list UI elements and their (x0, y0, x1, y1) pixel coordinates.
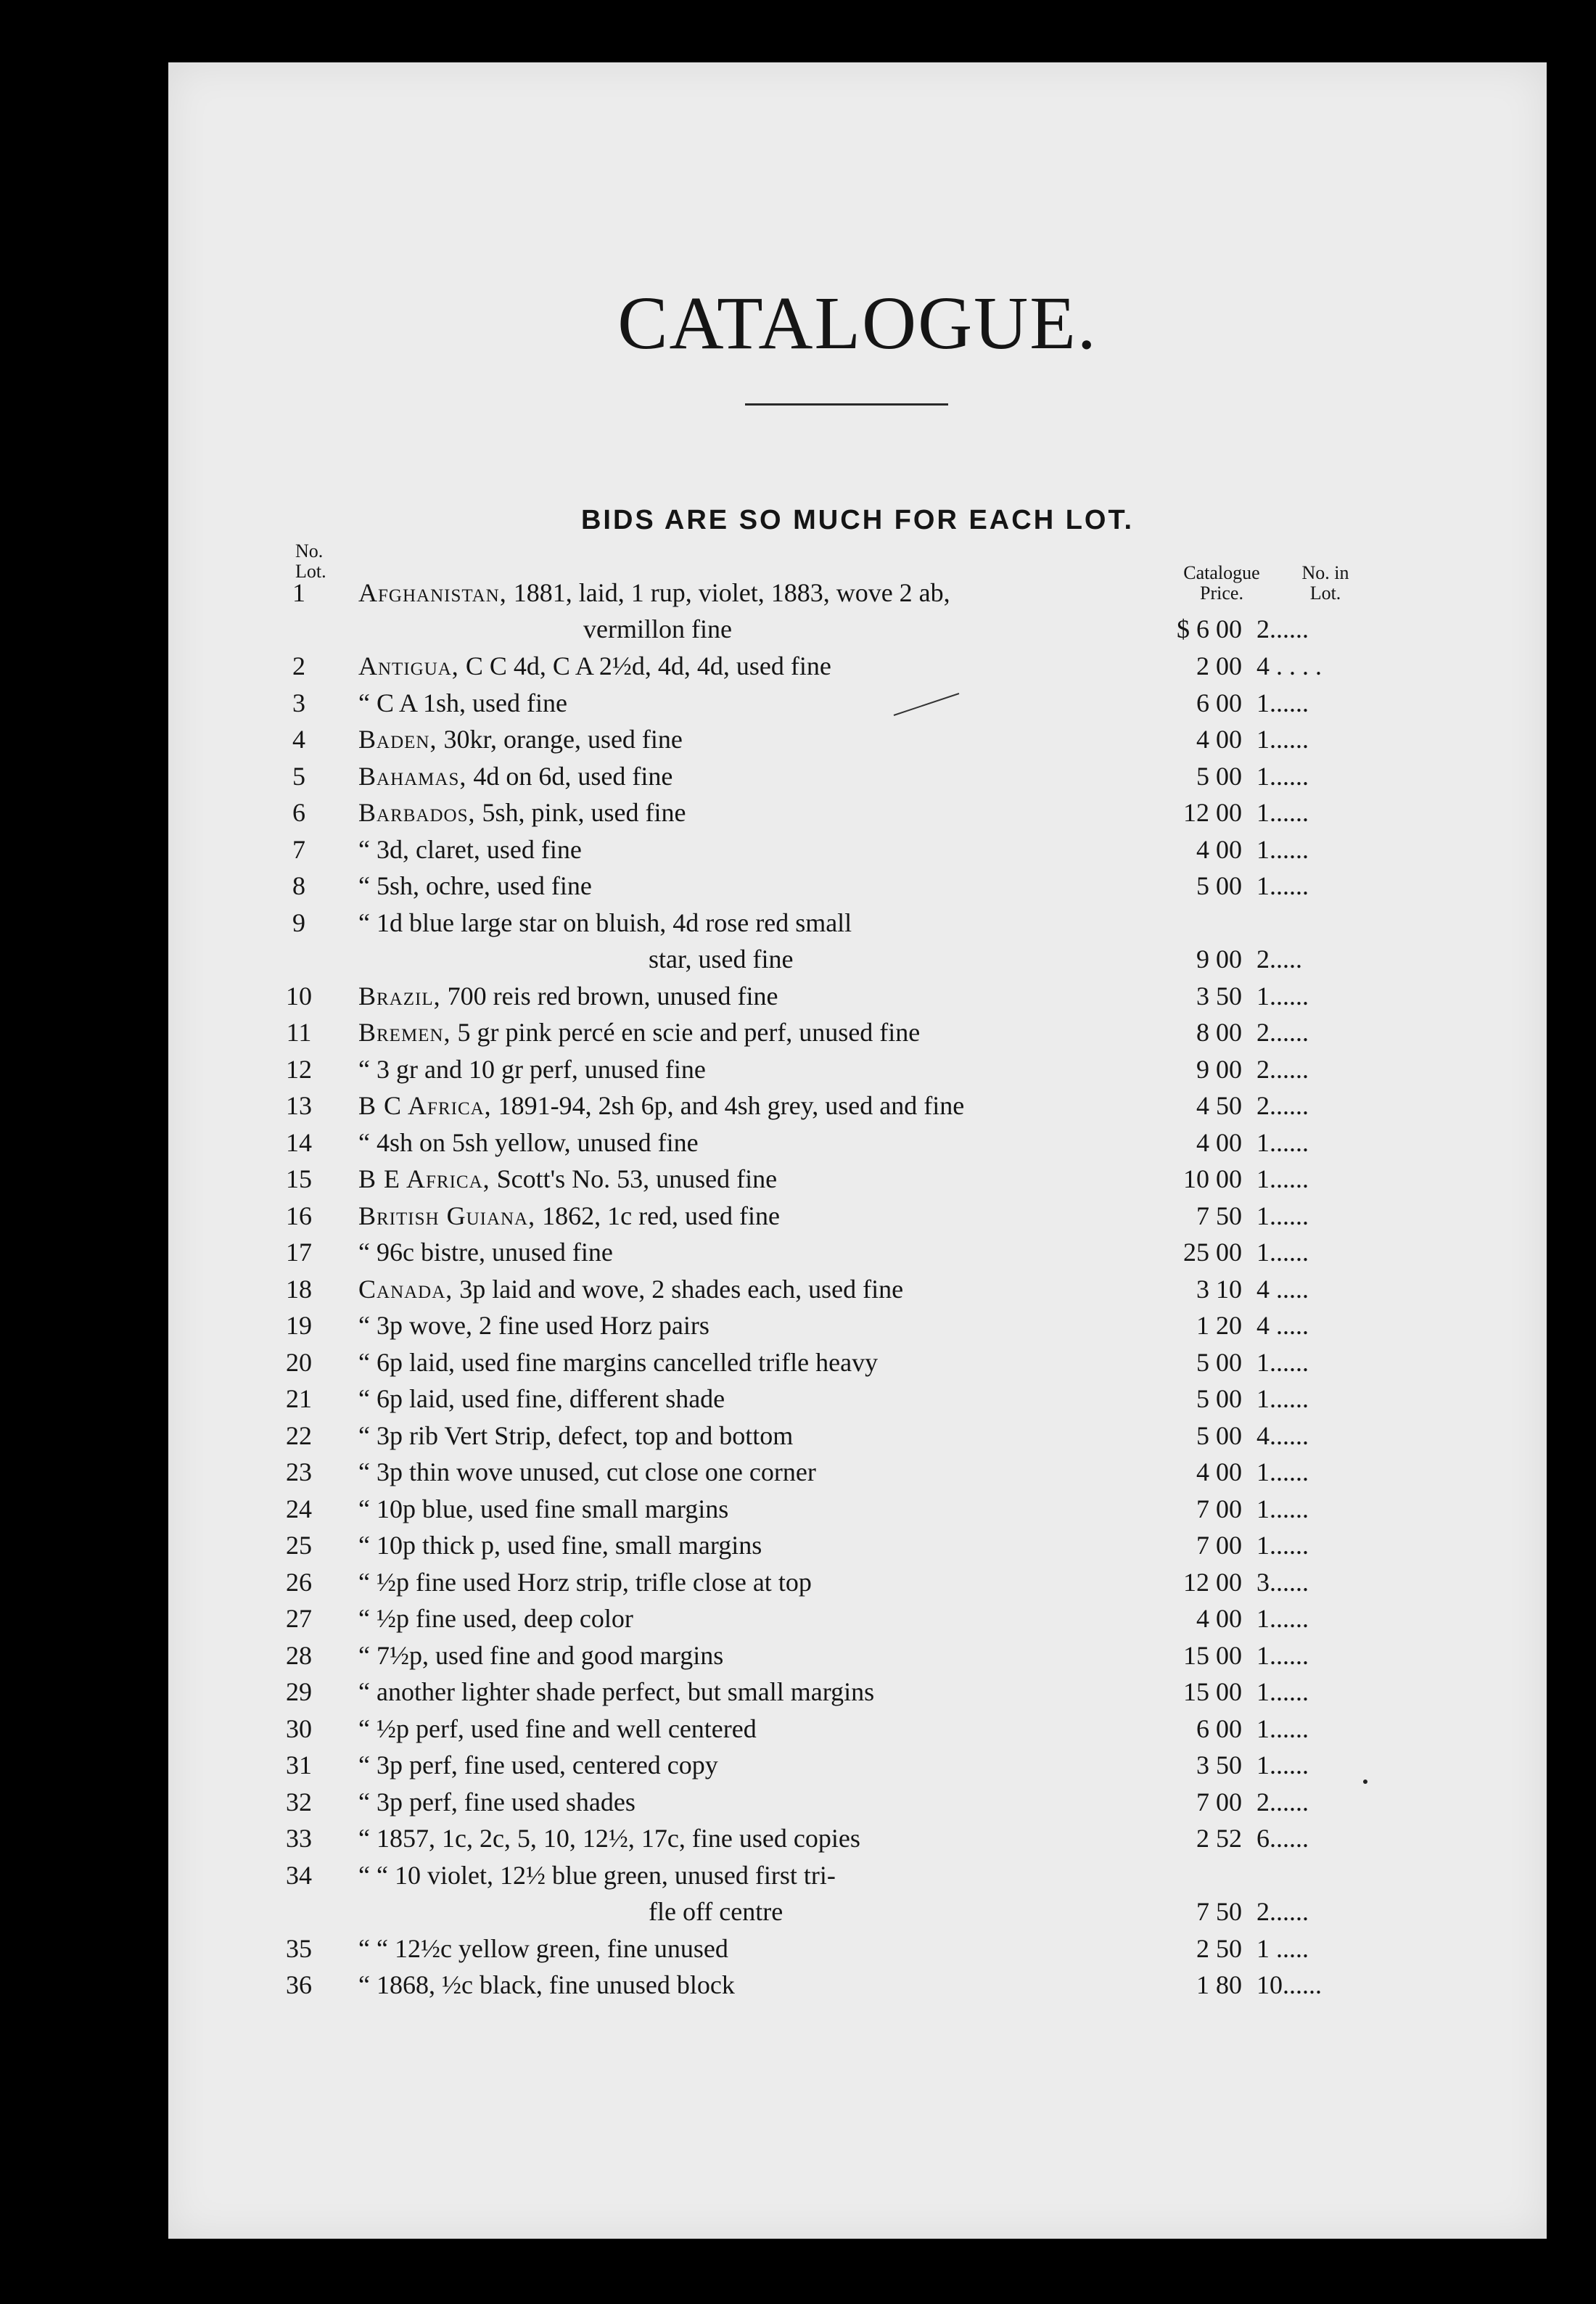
lot-number: 8 (292, 871, 305, 900)
count-in-lot: 2...... (1256, 1787, 1309, 1817)
lot-number: 31 (286, 1750, 312, 1780)
lot-row (168, 794, 1547, 831)
count-in-lot: 1...... (1256, 871, 1309, 900)
count-in-lot: 1...... (1256, 834, 1309, 864)
lot-row (168, 1051, 1547, 1088)
lot-row (168, 1454, 1547, 1491)
lot-details: “ 10p thick p, used fine, small margins (358, 1531, 762, 1560)
country-name: Canada, (358, 1274, 453, 1304)
lot-description (358, 1344, 1171, 1381)
count-in-lot: 1...... (1256, 1750, 1309, 1780)
lot-row (168, 1784, 1547, 1821)
catalogue-price: 4 00 (1196, 1457, 1242, 1486)
lot-number: 2 (292, 651, 305, 680)
lot-details: 4d on 6d, used fine (466, 761, 673, 791)
lot-details: 700 reis red brown, unused fine (440, 981, 778, 1011)
lot-row (168, 1600, 1547, 1637)
lot-row (168, 1967, 1547, 2004)
count-in-lot: 1...... (1256, 761, 1309, 791)
lot-number: 20 (286, 1347, 312, 1377)
lot-number: 32 (286, 1787, 312, 1817)
lot-row (168, 685, 1547, 722)
lot-number: 16 (286, 1201, 312, 1230)
lot-details-continued: vermillon fine (583, 614, 732, 643)
lot-number: 11 (286, 1018, 312, 1047)
lot-description (358, 1124, 1171, 1161)
lot-details: Scott's No. 53, unused fine (490, 1164, 778, 1193)
lot-description (358, 1857, 1171, 1930)
lot-details: “ ½p fine used, deep color (358, 1604, 633, 1633)
country-name: Baden, (358, 725, 437, 754)
count-in-lot: 3...... (1256, 1567, 1309, 1597)
lot-row (168, 978, 1547, 1015)
catalogue-price: 2 50 (1196, 1933, 1242, 1963)
lot-number: 35 (286, 1933, 312, 1963)
lot-number: 15 (286, 1164, 312, 1193)
catalogue-price: 5 00 (1196, 1384, 1242, 1413)
lot-number: 4 (292, 725, 305, 754)
lot-number: 21 (286, 1384, 312, 1413)
lot-row (168, 1198, 1547, 1235)
count-in-lot: 4 . . . . (1256, 651, 1322, 680)
lot-details: “ 3p thin wove unused, cut close one corner (358, 1457, 816, 1486)
lot-description (358, 1271, 1171, 1307)
lot-description (358, 1161, 1171, 1197)
lot-number: 14 (286, 1127, 312, 1157)
lot-description (358, 1747, 1171, 1783)
catalogue-price: 4 50 (1196, 1091, 1242, 1120)
lot-row (168, 1381, 1547, 1418)
lot-number: 27 (286, 1604, 312, 1633)
lot-description (358, 1527, 1171, 1563)
bid-instructions: BIDS ARE SO MUCH FOR EACH LOT. (580, 505, 1135, 535)
catalogue-price: $ 6 00 (1177, 614, 1242, 643)
lot-description (358, 1967, 1171, 2003)
count-in-lot: 1...... (1256, 1604, 1309, 1633)
lot-details: 5sh, pink, used fine (475, 798, 686, 827)
lot-number: 3 (292, 688, 305, 717)
lot-details: “ 1868, ½c black, fine unused block (358, 1970, 735, 1999)
page-title: CATALOGUE. (617, 281, 1098, 365)
lot-details: “ “ 10 violet, 12½ blue green, unused first tri- (358, 1860, 836, 1890)
country-name: Brazil, (358, 981, 441, 1011)
lot-row (168, 1014, 1547, 1051)
lot-number: 5 (292, 761, 305, 791)
catalogue-price: 5 00 (1196, 1420, 1242, 1450)
lot-row (168, 1527, 1547, 1564)
count-in-lot: 2..... (1256, 944, 1302, 974)
catalogue-price: 7 50 (1196, 1896, 1242, 1926)
country-name: B E Africa, (358, 1164, 490, 1193)
country-name: Barbados, (358, 798, 476, 827)
lot-details: “ 10p blue, used fine small margins (358, 1494, 729, 1523)
catalogue-price: 2 00 (1196, 651, 1242, 680)
lot-row (168, 831, 1547, 868)
lot-description (358, 1711, 1171, 1747)
lot-details: “ ½p fine used Horz strip, trifle close at top (358, 1567, 812, 1597)
catalogue-price: 9 00 (1196, 944, 1242, 974)
catalogue-price: 15 00 (1183, 1640, 1242, 1670)
catalogue-price-header-line2: Price. (1200, 583, 1243, 604)
lot-details: “ ½p perf, used fine and well centered (358, 1713, 757, 1743)
catalogue-price: 7 00 (1196, 1787, 1242, 1817)
lot-row (168, 905, 1547, 978)
catalogue-price: 7 00 (1196, 1494, 1242, 1523)
catalogue-price: 5 00 (1196, 761, 1242, 791)
lot-details: 1862, 1c red, used fine (535, 1201, 781, 1230)
country-name: British Guiana, (358, 1201, 536, 1230)
lot-number: 6 (292, 798, 305, 827)
lot-details: 1881, laid, 1 rup, violet, 1883, wove 2 ab, (506, 578, 950, 607)
catalogue-price: 10 00 (1183, 1164, 1242, 1193)
country-name: B C Africa, (358, 1091, 492, 1120)
lot-description (358, 721, 1171, 757)
count-in-lot: 2...... (1256, 1896, 1309, 1926)
count-in-lot: 1...... (1256, 1127, 1309, 1157)
lot-number: 23 (286, 1457, 312, 1486)
catalogue-page (168, 62, 1547, 2239)
lot-description (358, 1087, 1171, 1124)
catalogue-price: 1 80 (1196, 1970, 1242, 1999)
catalogue-price: 4 00 (1196, 1127, 1242, 1157)
lot-number-header-line1: No. (295, 540, 324, 561)
lot-description (358, 1600, 1171, 1637)
count-in-lot-header-line2: Lot. (1309, 583, 1341, 604)
count-in-lot: 1...... (1256, 1531, 1309, 1560)
lot-description (358, 831, 1171, 868)
catalogue-price: 9 00 (1196, 1054, 1242, 1084)
count-in-lot: 1...... (1256, 688, 1309, 717)
catalogue-price: 4 00 (1196, 834, 1242, 864)
lot-description (358, 1014, 1171, 1050)
lot-row (168, 1418, 1547, 1455)
lot-details: C C 4d, C A 2½d, 4d, 4d, used fine (458, 651, 831, 680)
lot-number: 18 (286, 1274, 312, 1304)
lot-row (168, 1930, 1547, 1967)
lot-details: “ 3p rib Vert Strip, defect, top and bottom (358, 1420, 794, 1450)
lot-description (358, 575, 1171, 647)
lot-description (358, 1198, 1171, 1234)
lot-details: “ 3d, claret, used fine (358, 834, 582, 864)
lot-row (168, 1674, 1547, 1711)
lot-number-header-line2: Lot. (295, 561, 326, 582)
lot-description (358, 1051, 1171, 1087)
lot-number: 24 (286, 1494, 312, 1523)
lot-details: “ 1857, 1c, 2c, 5, 10, 12½, 17c, fine used copies (358, 1824, 860, 1853)
catalogue-price: 1 20 (1196, 1311, 1242, 1340)
catalogue-price: 3 50 (1196, 981, 1242, 1011)
count-in-lot: 1...... (1256, 1238, 1309, 1267)
lot-description (358, 1491, 1171, 1527)
lot-details: “ 3p perf, fine used, centered copy (358, 1750, 718, 1780)
lot-details: “ C A 1sh, used fine (358, 688, 567, 717)
catalogue-price: 5 00 (1196, 871, 1242, 900)
lot-row (168, 1637, 1547, 1674)
lot-details-continued: fle off centre (649, 1896, 783, 1926)
lot-number: 1 (292, 578, 305, 607)
lot-number: 13 (286, 1091, 312, 1120)
lot-details: “ 6p laid, used fine margins cancelled trifle heavy (358, 1347, 879, 1377)
lot-number: 28 (286, 1640, 312, 1670)
lot-description (358, 1307, 1171, 1344)
country-name: Afghanistan, (358, 578, 507, 607)
catalogue-price: 2 52 (1196, 1824, 1242, 1853)
catalogue-price: 5 00 (1196, 1347, 1242, 1377)
lot-description (358, 794, 1171, 831)
lot-details: “ “ 12½c yellow green, fine unused (358, 1933, 728, 1963)
lot-details: 30kr, orange, used fine (437, 725, 683, 754)
lot-number: 34 (286, 1860, 312, 1890)
lot-description (358, 1637, 1171, 1674)
lot-row (168, 575, 1547, 648)
lot-description (358, 1418, 1171, 1454)
lot-details: “ 1d blue large star on bluish, 4d rose red small (358, 908, 852, 937)
lot-description (358, 1674, 1171, 1710)
count-in-lot: 1...... (1256, 1640, 1309, 1670)
lot-description (358, 1930, 1171, 1967)
lot-row (168, 1087, 1547, 1124)
country-name: Antigua, (358, 651, 459, 680)
lot-description (358, 1381, 1171, 1417)
lot-number: 25 (286, 1531, 312, 1560)
count-in-lot: 1...... (1256, 1677, 1309, 1706)
catalogue-price: 8 00 (1196, 1018, 1242, 1047)
lot-description (358, 685, 1171, 721)
lot-row (168, 1491, 1547, 1528)
lot-description (358, 1454, 1171, 1490)
lot-row (168, 868, 1547, 905)
lot-details: “ 4sh on 5sh yellow, unused fine (358, 1127, 699, 1157)
lot-details: “ 5sh, ochre, used fine (358, 871, 592, 900)
lot-details: “ 7½p, used fine and good margins (358, 1640, 724, 1670)
lot-description (358, 648, 1171, 684)
lot-row (168, 1747, 1547, 1784)
lot-row (168, 1307, 1547, 1344)
count-in-lot: 1...... (1256, 725, 1309, 754)
count-in-lot: 1 ..... (1256, 1933, 1309, 1963)
count-in-lot: 10...... (1256, 1970, 1322, 1999)
lot-row (168, 1820, 1547, 1857)
catalogue-price: 12 00 (1183, 1567, 1242, 1597)
lot-row (168, 1234, 1547, 1271)
lot-description (358, 758, 1171, 794)
lot-number: 29 (286, 1677, 312, 1706)
catalogue-price: 7 00 (1196, 1531, 1242, 1560)
country-name: Bahamas, (358, 761, 467, 791)
lot-description (358, 905, 1171, 977)
count-in-lot: 2...... (1256, 614, 1309, 643)
catalogue-price: 6 00 (1196, 1713, 1242, 1743)
lot-details: 3p laid and wove, 2 shades each, used fine (453, 1274, 904, 1304)
lot-details: 5 gr pink percé en scie and perf, unused fine (451, 1018, 921, 1047)
count-in-lot: 1...... (1256, 798, 1309, 827)
lot-details: “ 6p laid, used fine, different shade (358, 1384, 725, 1413)
lot-row (168, 721, 1547, 758)
lot-number: 33 (286, 1824, 312, 1853)
country-name: Bremen, (358, 1018, 451, 1047)
lot-description (358, 1784, 1171, 1820)
lot-description (358, 978, 1171, 1014)
lot-details: “ 3p wove, 2 fine used Horz pairs (358, 1311, 709, 1340)
lot-details: 1891-94, 2sh 6p, and 4sh grey, used and fine (491, 1091, 965, 1120)
catalogue-price: 15 00 (1183, 1677, 1242, 1706)
lot-number: 9 (292, 908, 305, 937)
lot-number: 30 (286, 1713, 312, 1743)
count-in-lot: 4...... (1256, 1420, 1309, 1450)
lot-row (168, 1161, 1547, 1198)
lot-description (358, 868, 1171, 904)
lot-row (168, 1564, 1547, 1601)
catalogue-price: 3 10 (1196, 1274, 1242, 1304)
lot-description (358, 1564, 1171, 1600)
lot-number: 36 (286, 1970, 312, 1999)
count-in-lot: 1...... (1256, 1201, 1309, 1230)
count-in-lot: 1...... (1256, 1457, 1309, 1486)
count-in-lot: 2...... (1256, 1054, 1309, 1084)
lot-number: 12 (286, 1054, 312, 1084)
count-in-lot: 1...... (1256, 1164, 1309, 1193)
lot-list (168, 575, 1547, 2004)
lot-row (168, 1271, 1547, 1308)
count-in-lot: 1...... (1256, 981, 1309, 1011)
catalogue-price: 12 00 (1183, 798, 1242, 827)
count-in-lot: 2...... (1256, 1091, 1309, 1120)
catalogue-price: 6 00 (1196, 688, 1242, 717)
lot-number: 19 (286, 1311, 312, 1340)
count-in-lot-header-line1: No. in (1301, 562, 1349, 583)
count-in-lot: 1...... (1256, 1713, 1309, 1743)
lot-row (168, 1344, 1547, 1381)
count-in-lot: 1...... (1256, 1384, 1309, 1413)
lot-number: 22 (286, 1420, 312, 1450)
lot-number: 17 (286, 1238, 312, 1267)
lot-description (358, 1820, 1171, 1856)
lot-details: “ 96c bistre, unused fine (358, 1238, 613, 1267)
count-in-lot: 2...... (1256, 1018, 1309, 1047)
lot-row (168, 1711, 1547, 1748)
lot-details: “ 3p perf, fine used shades (358, 1787, 635, 1817)
lot-number: 26 (286, 1567, 312, 1597)
lot-number: 7 (292, 834, 305, 864)
lot-row (168, 1124, 1547, 1161)
count-in-lot: 4 ..... (1256, 1274, 1309, 1304)
count-in-lot: 4 ..... (1256, 1311, 1309, 1340)
lot-details: “ another lighter shade perfect, but small margins (358, 1677, 875, 1706)
catalogue-price: 7 50 (1196, 1201, 1242, 1230)
count-in-lot: 6...... (1256, 1824, 1309, 1853)
count-in-lot: 1...... (1256, 1494, 1309, 1523)
catalogue-price: 3 50 (1196, 1750, 1242, 1780)
lot-details-continued: star, used fine (649, 944, 794, 974)
lot-number: 10 (286, 981, 312, 1011)
title-divider (745, 403, 948, 406)
catalogue-price: 25 00 (1183, 1238, 1242, 1267)
lot-description (358, 1234, 1171, 1270)
catalogue-price: 4 00 (1196, 725, 1242, 754)
catalogue-price-header-line1: Catalogue (1183, 562, 1260, 583)
count-in-lot: 1...... (1256, 1347, 1309, 1377)
lot-row (168, 758, 1547, 795)
lot-details: “ 3 gr and 10 gr perf, unused fine (358, 1054, 706, 1084)
lot-row (168, 648, 1547, 685)
catalogue-price: 4 00 (1196, 1604, 1242, 1633)
lot-row (168, 1857, 1547, 1930)
